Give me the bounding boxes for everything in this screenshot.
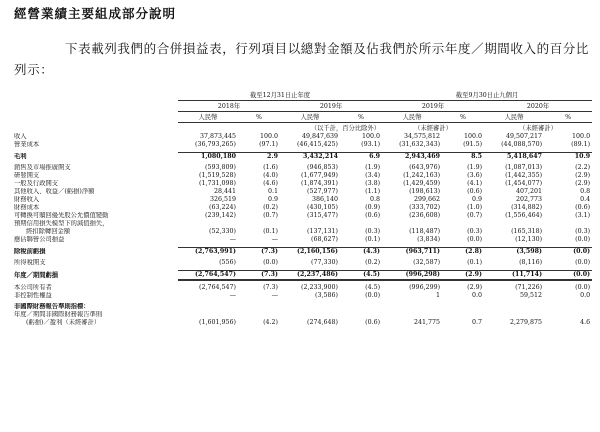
amount-cell: 386,140	[311, 196, 338, 204]
pct-cell: (1.6)	[263, 164, 278, 172]
row-label: 除稅前虧損	[14, 248, 46, 256]
amount-cell: 3,432,214	[280, 153, 340, 162]
amount-cell: (274,648)	[307, 319, 338, 327]
amount-cell: 407,201	[516, 188, 543, 196]
table-row	[12, 259, 592, 267]
section-heading: 經營業績主要組成部分說明	[14, 6, 177, 21]
amount-cell: (165,318)	[511, 228, 543, 236]
amount-cell: (36,793,265)	[195, 141, 236, 149]
pct-cell: (93.1)	[361, 141, 381, 149]
pct-cell	[238, 220, 280, 228]
pct-cell: 0.9	[472, 196, 483, 204]
row-label: 其他收入、收益／(虧損)淨額	[14, 188, 95, 196]
pct-cell: 100.0	[259, 133, 278, 141]
pct-cell	[238, 303, 280, 311]
table-row	[12, 172, 592, 180]
table-row	[12, 311, 592, 319]
amount-cell	[484, 311, 544, 319]
amount-cell: 1,080,180	[178, 153, 238, 162]
pct-cell: (2.2)	[575, 164, 591, 172]
pct-cell	[340, 311, 382, 319]
pct-cell: 6.9	[340, 153, 382, 162]
amount-cell	[280, 311, 340, 319]
pct-cell	[442, 303, 484, 311]
pct-cell: (3.1)	[575, 212, 591, 220]
amount-cell: 34,575,812	[403, 133, 441, 141]
amount-cell: (1,442,355)	[505, 172, 543, 180]
pct-cell: (4.3)	[340, 248, 382, 257]
table-row	[12, 133, 592, 141]
amount-cell: (593,809)	[205, 164, 236, 172]
pct-cell	[442, 311, 484, 319]
pct-cell: (3.8)	[365, 180, 381, 188]
table-row	[12, 220, 592, 228]
pct-cell: (0.3)	[365, 228, 381, 236]
row-label: 所得稅開支	[14, 259, 46, 267]
pct-cell: (7.3)	[238, 248, 280, 257]
amount-cell: (71,226)	[515, 284, 543, 292]
pct-cell: (0.2)	[263, 204, 278, 212]
amount-cell: (2,237,486)	[280, 271, 340, 281]
amount-cell: (2,233,900)	[301, 284, 338, 292]
pct-cell: (1.0)	[467, 204, 483, 212]
amount-cell: —	[229, 292, 236, 300]
table-row	[12, 228, 592, 236]
pct-cell: —	[271, 236, 278, 244]
pct-cell: 10.9	[544, 153, 592, 162]
amount-cell: (315,477)	[307, 212, 338, 220]
pct-cell: 0.4	[580, 196, 591, 204]
amount-cell: (11,714)	[484, 271, 544, 281]
pct-cell: (4.0)	[263, 172, 278, 180]
pct-cell: (0.1)	[365, 236, 381, 244]
row-label: 財務成本	[14, 204, 40, 212]
unaudited-note: （未經審計）	[519, 125, 557, 133]
pct-cell: 100.0	[464, 133, 483, 141]
amount-cell: 326,519	[209, 196, 236, 204]
amount-cell: (44,088,570)	[501, 141, 543, 149]
amount-cell: (2,764,547)	[178, 271, 238, 281]
year-header: 2019年	[382, 101, 484, 112]
amount-cell: 59,512	[520, 292, 543, 300]
pct-cell: (0.0)	[575, 236, 591, 244]
pct-cell	[442, 220, 484, 228]
table-row	[12, 236, 592, 244]
pct-cell: (0.7)	[263, 212, 278, 220]
pct-cell: 0.9	[267, 196, 278, 204]
pct-cell: (0.3)	[467, 228, 483, 236]
rmb-header: 人民幣	[280, 112, 340, 123]
pct-cell: (2.9)	[442, 271, 484, 281]
row-label: 營業成本	[14, 141, 40, 149]
amount-cell: (46,415,425)	[297, 141, 338, 149]
amount-cell: 1	[436, 292, 441, 300]
intro-paragraph	[14, 38, 596, 80]
amount-cell: (1,556,464)	[505, 212, 543, 220]
amount-cell: (63,224)	[209, 204, 236, 212]
pct-cell: (1.9)	[467, 164, 483, 172]
amount-cell: (996,299)	[409, 284, 441, 292]
row-label: 應佔聯營公司損益	[14, 236, 65, 244]
amount-cell: 28,441	[213, 188, 236, 196]
pct-cell: (2.9)	[575, 180, 591, 188]
amount-cell	[382, 311, 442, 319]
pct-cell: (4.1)	[467, 180, 483, 188]
row-label: 經扣除轉回金額	[26, 228, 71, 236]
pct-cell: (0.3)	[575, 228, 591, 236]
amount-cell: (2,160,156)	[280, 248, 340, 257]
table-row	[12, 188, 592, 196]
pct-cell: (0.1)	[263, 228, 278, 236]
pct-cell: (0.0)	[575, 284, 591, 292]
row-label: 年度／期間非國際財務報告準則	[14, 311, 103, 319]
header-row-units	[12, 112, 592, 123]
pct-header: %	[238, 112, 280, 123]
pct-cell: (0.9)	[365, 204, 381, 212]
row-label: 年度／期間虧損	[14, 272, 59, 280]
rmb-header: 人民幣	[178, 112, 238, 123]
table-row	[12, 284, 592, 292]
amount-cell: (963,711)	[382, 248, 442, 257]
pct-cell: (0.6)	[365, 319, 381, 327]
pct-cell: 0.0	[472, 292, 483, 300]
pct-cell: (2.9)	[467, 284, 483, 292]
amount-cell: (68,627)	[311, 236, 338, 244]
amount-cell: (1,874,391)	[301, 180, 338, 188]
amount-cell	[280, 220, 340, 228]
unaudited-note: （未經審計）	[414, 125, 452, 133]
pct-cell: (0.1)	[467, 259, 483, 267]
amount-cell	[484, 220, 544, 228]
pct-cell: (3.4)	[365, 172, 381, 180]
pct-cell: (7.3)	[238, 271, 280, 281]
amount-cell: 5,418,647	[484, 153, 544, 162]
table-row	[12, 180, 592, 188]
pct-cell: 100.0	[362, 133, 381, 141]
table-row	[12, 141, 592, 149]
header-row-notes	[12, 123, 592, 134]
period-nine-header: 截至9月30日止九個月	[382, 90, 592, 101]
amount-cell: (239,142)	[205, 212, 236, 220]
pct-cell: (0.0)	[263, 259, 278, 267]
year-header: 2019年	[280, 101, 382, 112]
rmb-header: 人民幣	[382, 112, 442, 123]
amount-cell: (2,763,991)	[178, 248, 238, 257]
amount-cell: 241,775	[414, 319, 441, 327]
table-row	[12, 292, 592, 300]
pct-cell: (0.7)	[467, 212, 483, 220]
pct-cell: —	[271, 292, 278, 300]
pct-cell: (1.1)	[365, 188, 381, 196]
pct-cell: (3.6)	[467, 172, 483, 180]
row-label: 一般及行政開支	[14, 180, 59, 188]
row-label: 銷售及市場推廣開支	[14, 164, 71, 172]
pct-cell	[544, 311, 592, 319]
amount-cell: (198,613)	[409, 188, 441, 196]
amount-cell: (52,330)	[209, 228, 236, 236]
amount-cell: (3,598)	[484, 248, 544, 257]
pct-cell	[340, 220, 382, 228]
row-label: 非國際財務報告準則指標：	[14, 303, 90, 311]
amount-cell	[178, 220, 238, 228]
pct-cell: (0.0)	[544, 271, 592, 281]
pct-cell: 2.9	[238, 153, 280, 162]
pct-cell: (0.6)	[467, 188, 483, 196]
amount-cell: (527,977)	[307, 188, 338, 196]
pct-cell: (0.0)	[544, 248, 592, 257]
amount-cell: (3,586)	[315, 292, 338, 300]
pct-cell: (4.2)	[263, 319, 278, 327]
table-row	[12, 271, 592, 281]
pct-cell: 0.8	[580, 188, 591, 196]
amount-cell: (1,601,956)	[199, 319, 236, 327]
table-row	[12, 248, 592, 257]
amount-cell: (556)	[219, 259, 236, 267]
pct-cell: 0.0	[580, 292, 591, 300]
amount-cell	[484, 303, 544, 311]
pct-cell	[544, 303, 592, 311]
rmb-header: 人民幣	[484, 112, 544, 123]
amount-cell: (137,131)	[307, 228, 338, 236]
header-row-years	[12, 101, 592, 112]
amount-cell: (2,764,547)	[199, 284, 236, 292]
amount-cell: (32,587)	[413, 259, 441, 267]
amount-cell	[178, 303, 238, 311]
amount-cell: (1,731,098)	[199, 180, 236, 188]
pct-cell: (0.2)	[365, 259, 381, 267]
pct-cell: (0.0)	[467, 236, 483, 244]
pct-cell: 8.5	[442, 153, 484, 162]
amount-cell: 202,773	[516, 196, 543, 204]
row-label: 可轉換可贖回優先股公允價值變動	[14, 212, 109, 220]
row-label: 本公司所有者	[14, 284, 52, 292]
amount-cell: (1,242,163)	[403, 172, 441, 180]
pct-cell: (7.3)	[263, 284, 278, 292]
amount-cell: 37,873,445	[199, 133, 236, 141]
table-row	[12, 204, 592, 212]
row-label: 毛利	[14, 153, 27, 161]
pct-cell: 0.7	[472, 319, 483, 327]
pct-cell: (0.0)	[575, 259, 591, 267]
row-label: 收入	[14, 133, 27, 141]
amount-cell: (643,976)	[409, 164, 441, 172]
amount-cell: (1,087,013)	[505, 164, 543, 172]
table-row	[12, 319, 592, 327]
pct-header: %	[340, 112, 382, 123]
pct-cell: (89.1)	[571, 141, 591, 149]
pct-cell: 100.0	[572, 133, 591, 141]
amount-cell: (314,882)	[511, 204, 543, 212]
amount-cell	[382, 303, 442, 311]
pct-cell: (2.8)	[442, 248, 484, 257]
pct-cell	[238, 311, 280, 319]
table-row	[12, 153, 592, 162]
pct-cell: (4.5)	[365, 284, 381, 292]
pct-header: %	[544, 112, 592, 123]
intro-text: 下表載列我們的合併損益表，行列項目以總對金額及佔我們於所示年度／期間收入的百分比列示：	[14, 41, 590, 77]
pct-cell: (91.5)	[463, 141, 483, 149]
amount-cell: (31,632,343)	[399, 141, 441, 149]
header-row-periods	[12, 90, 592, 101]
amount-cell: 2,279,875	[509, 319, 543, 327]
period-annual-header: 截至12月31日止年度	[178, 90, 382, 101]
amount-cell: —	[229, 236, 236, 244]
amount-cell	[178, 311, 238, 319]
pct-cell: 0.8	[370, 196, 381, 204]
amount-cell: (3,834)	[417, 236, 441, 244]
amount-cell: (77,330)	[311, 259, 338, 267]
unit-note: （以千計，百分比除外）	[310, 125, 381, 133]
amount-cell: (1,519,528)	[199, 172, 236, 180]
amount-cell: 49,507,217	[505, 133, 543, 141]
amount-cell	[382, 220, 442, 228]
pct-cell: (97.1)	[259, 141, 278, 149]
table-row	[12, 164, 592, 172]
amount-cell: 299,662	[414, 196, 441, 204]
row-label: 財務收入	[14, 196, 40, 204]
row-label: (虧損)／盈利（未經審計）	[26, 319, 101, 327]
amount-cell: 2,943,469	[382, 153, 442, 162]
amount-cell: (236,608)	[409, 212, 441, 220]
table-row	[12, 212, 592, 220]
amount-cell: (1,429,459)	[403, 180, 441, 188]
amount-cell: (118,487)	[409, 228, 441, 236]
table-row	[12, 196, 592, 204]
pct-cell: 0.1	[267, 188, 278, 196]
amount-cell	[280, 303, 340, 311]
pct-cell: 4.6	[580, 319, 591, 327]
pct-cell: (2.9)	[575, 172, 591, 180]
pct-cell: (4.5)	[340, 271, 382, 281]
amount-cell: (946,853)	[307, 164, 338, 172]
pct-cell: (4.6)	[263, 180, 278, 188]
pct-cell: (0.6)	[365, 212, 381, 220]
pct-cell: (0.0)	[365, 292, 381, 300]
year-header: 2020年	[484, 101, 592, 112]
amount-cell: (8,116)	[519, 259, 543, 267]
amount-cell: (1,677,949)	[301, 172, 338, 180]
amount-cell: (333,702)	[409, 204, 441, 212]
amount-cell: (1,454,077)	[505, 180, 543, 188]
pct-cell: (1.9)	[365, 164, 381, 172]
pct-header: %	[442, 112, 484, 123]
pct-cell: (0.6)	[575, 204, 591, 212]
table-row	[12, 303, 592, 311]
row-label: 預期信用損失模型下的減值損失，	[14, 220, 109, 228]
amount-cell: 49,847,639	[301, 133, 338, 141]
row-label: 非控制性權益	[14, 292, 52, 300]
pct-cell	[340, 303, 382, 311]
year-header: 2018年	[178, 101, 280, 112]
amount-cell: (996,298)	[382, 271, 442, 281]
row-label: 研發開支	[14, 172, 40, 180]
pct-cell	[544, 220, 592, 228]
income-statement-table	[12, 90, 592, 327]
amount-cell: (430,105)	[307, 204, 338, 212]
amount-cell: (12,130)	[515, 236, 543, 244]
